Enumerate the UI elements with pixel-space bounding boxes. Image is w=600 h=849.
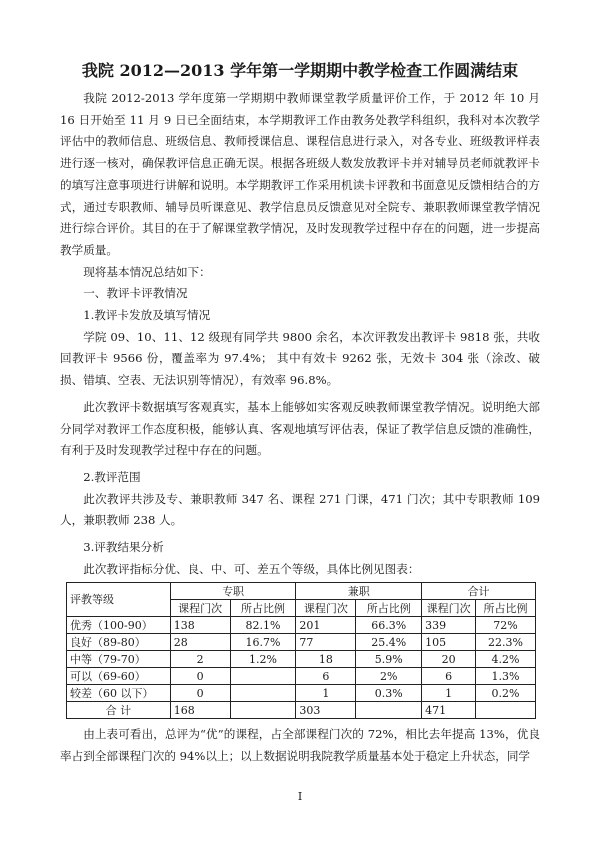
section-heading-1: 一、教评卡评教情况: [83, 286, 188, 301]
value-cell: 20: [422, 651, 476, 668]
value-cell: 201: [296, 617, 356, 634]
subheader-ratio: 所占比例: [476, 600, 536, 617]
value-cell: [230, 702, 296, 719]
evaluation-table: [66, 582, 536, 719]
value-cell: 1.2%: [230, 651, 296, 668]
grade-cell: 较差（60 以下）: [67, 685, 171, 702]
group-header-parttime: 兼职: [296, 583, 422, 600]
value-cell: 2%: [356, 668, 422, 685]
value-cell: 0.2%: [476, 685, 536, 702]
subheader-ratio: 所占比例: [230, 600, 296, 617]
value-cell: [476, 702, 536, 719]
scope-paragraph: 此次教评共涉及专、兼职教师 347 名、课程 271 门课，471 门次；其中专职教师 109 人，兼职教师 238 人。: [60, 491, 540, 528]
intro-paragraph: 我院 2012-2013 学年度第一学期期中教师课堂教学质量评价工作，于 2012 年 10 月 16 日开始至 11 月 9 日已全面结束，本学期教评工作由教务处教学科组织，我科对本次教学评估中的教师信息、班级信息、教师授课信息、课程信息进行录入，对各专业、班级教评样表进行逐一核对，确保教评信息正确无误。根据各班级人数发放教评卡并对辅导员老师就教评卡的填写注意事项进行讲解和说明。本学期教评工作采用机读卡评教和书面意见反馈相结合的方式，通过专职教师、辅导员听课意见、教学信息员反馈意见对全院专、兼职教师课堂教学情况进行综合评价。其目的在于了解课堂教学情况，及时发现教学过程中存在的问题，进一步提高教学质量。: [60, 91, 540, 257]
value-cell: 1: [422, 685, 476, 702]
value-cell: 1.3%: [476, 668, 536, 685]
page-number: I: [297, 790, 303, 803]
value-cell: 168: [170, 702, 230, 719]
value-cell: 105: [422, 634, 476, 651]
grade-cell: 可以（69-60）: [67, 668, 171, 685]
table-intro: 此次教评指标分优、良、中、可、差五个等级，具体比例见图表：: [83, 561, 420, 576]
value-cell: [356, 702, 422, 719]
table-row: [67, 634, 536, 651]
value-cell: 18: [296, 651, 356, 668]
document-body: [60, 88, 540, 768]
subsection-heading-2: 2.教评范围: [83, 469, 141, 484]
card-quality-paragraph: 此次教评卡数据填写客观真实，基本上能够如实客观反映教师课堂教学情况。说明绝大部分同学对教评工作态度积极，能够认真、客观地填写评估表，保证了教学信息反馈的准确性，有利于及时发现教学过程中存在的问题。: [60, 399, 540, 458]
table-total-row: [67, 702, 536, 719]
conclusion-paragraph: 由上表可看出，总评为“优”的课程，占全部课程门次的 72%，相比去年提高 13%，优良率占到全部课程门次的 94%以上；以上数据说明我院教学质量基本处于稳定上升状态，同学: [60, 727, 540, 764]
value-cell: 16.7%: [230, 634, 296, 651]
card-distribution-paragraph: 学院 09、10、11、12 级现有同学共 9800 余名，本次评教发出教评卡 9818 张，共收回教评卡 9566 份，覆盖率为 97.4%； 其中有效卡 9262 张，无效卡 304 张（涂改、破损、错填、空表、无法识别等情况），有效率 96.8%。: [60, 329, 540, 388]
value-cell: 82.1%: [230, 617, 296, 634]
value-cell: 77: [296, 634, 356, 651]
value-cell: 6: [422, 668, 476, 685]
grade-cell: 优秀（100-90）: [67, 617, 171, 634]
group-header-fulltime: 专职: [170, 583, 296, 600]
page-title: 我院 2012—2013 学年第一学期期中教学检查工作圆满结束: [81, 61, 519, 80]
value-cell: 22.3%: [476, 634, 536, 651]
value-cell: 2: [170, 651, 230, 668]
value-cell: 303: [296, 702, 356, 719]
table-row: [67, 651, 536, 668]
value-cell: 138: [170, 617, 230, 634]
summary-lead: 现将基本情况总结如下：: [83, 264, 211, 279]
value-cell: 5.9%: [356, 651, 422, 668]
grade-cell: 中等（79-70）: [67, 651, 171, 668]
value-cell: 66.3%: [356, 617, 422, 634]
group-header-total: 合计: [422, 583, 536, 600]
table-row: [67, 668, 536, 685]
value-cell: [230, 685, 296, 702]
value-cell: 471: [422, 702, 476, 719]
value-cell: 0: [170, 685, 230, 702]
subheader-count: 课程门次: [296, 600, 356, 617]
subsection-heading-3: 3.评教结果分析: [83, 540, 164, 555]
value-cell: 339: [422, 617, 476, 634]
grade-cell: 良好（89-80）: [67, 634, 171, 651]
value-cell: 0: [170, 668, 230, 685]
value-cell: 28: [170, 634, 230, 651]
value-cell: 25.4%: [356, 634, 422, 651]
subsection-heading-1: 1.教评卡发放及填写情况: [83, 308, 211, 323]
value-cell: 6: [296, 668, 356, 685]
value-cell: 72%: [476, 617, 536, 634]
subheader-count: 课程门次: [170, 600, 230, 617]
value-cell: 0.3%: [356, 685, 422, 702]
value-cell: 1: [296, 685, 356, 702]
value-cell: 4.2%: [476, 651, 536, 668]
value-cell: [230, 668, 296, 685]
table-row: [67, 617, 536, 634]
subheader-ratio: 所占比例: [356, 600, 422, 617]
table-corner-cell: 评教等级: [67, 583, 171, 617]
total-label-cell: 合 计: [67, 702, 171, 719]
table-row: [67, 685, 536, 702]
subheader-count: 课程门次: [422, 600, 476, 617]
table-header-row: [67, 583, 536, 600]
